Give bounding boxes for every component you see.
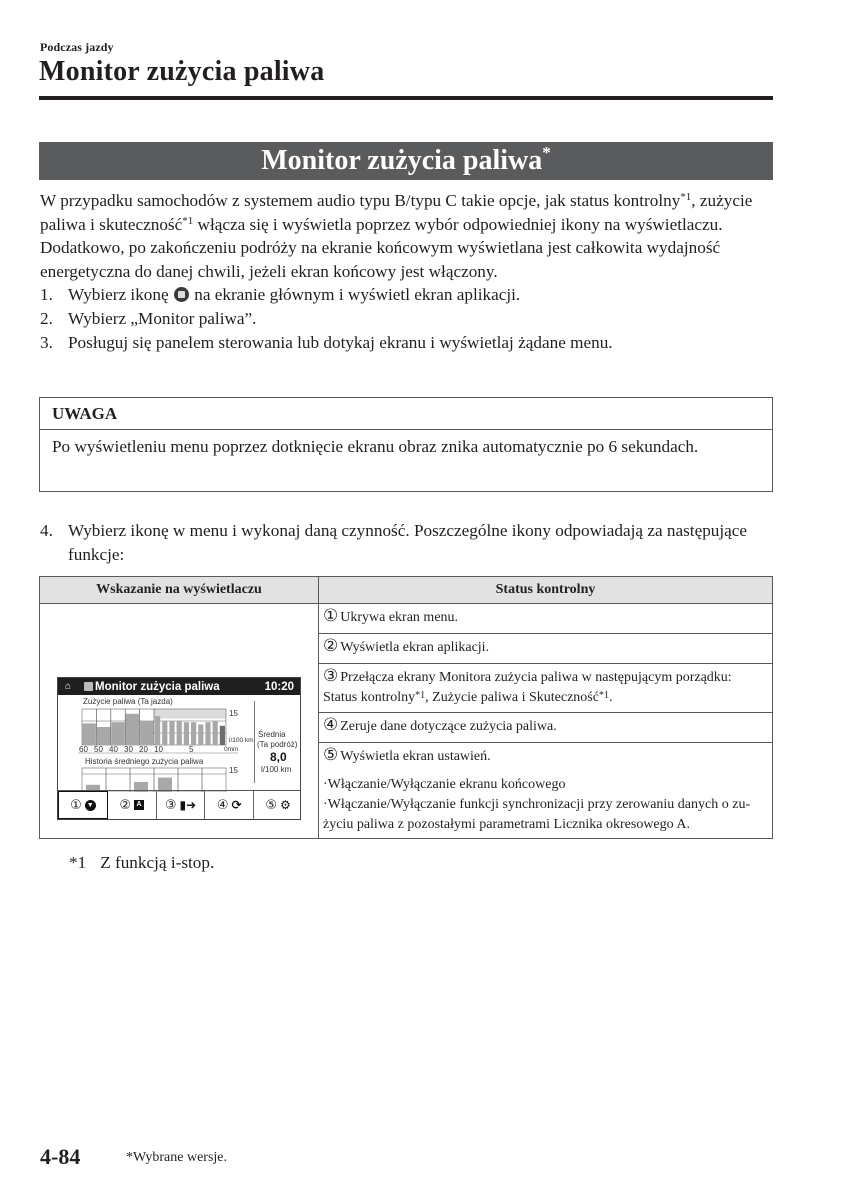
page-title: Monitor zużycia paliwa xyxy=(39,56,325,87)
table-row: ⑤ Wyświetla ekran ustawień. ·Włączanie/Wyłączanie ekranu końcowego ·Włączanie/Wyłączanie funkcji synchronizacji przy zerowaniu danych o zu-życiu paliwa z pozostałymi parametrami Licznika okresowego A. xyxy=(319,743,773,839)
x-tick: 40 xyxy=(109,745,118,754)
page-number: 4-84 xyxy=(40,1144,81,1169)
note-heading: UWAGA xyxy=(40,398,772,430)
reset-icon: ⟳ xyxy=(231,798,242,812)
bar xyxy=(140,721,153,745)
switch-screen-icon: ▮➜ xyxy=(179,798,197,812)
menu-reset-button[interactable]: ④ ⟳ xyxy=(205,791,254,819)
bar xyxy=(220,726,225,745)
fuel-monitor-screen xyxy=(57,677,301,820)
step-3: 3. Posługuj się panelem sterowania lub dotykaj ekranu i wyświetlaj żądane menu. xyxy=(40,332,613,352)
x-tick: 50 xyxy=(94,745,103,754)
list-item: ·Włączanie/Wyłączanie ekranu końcowego xyxy=(323,777,566,792)
footnote: *1 Z funkcją i-stop. xyxy=(69,853,215,872)
intro-text xyxy=(40,189,775,354)
menu-settings-button[interactable]: ⑤ ⚙ xyxy=(265,797,291,813)
banner-marker: * xyxy=(542,143,551,162)
chart1-title: Zużycie paliwa (Ta jazda) xyxy=(83,697,173,706)
bar xyxy=(184,722,189,745)
column-header-status: Status kontrolny xyxy=(319,577,773,604)
column-header-display: Wskazanie na wyświetlaczu xyxy=(40,577,319,604)
x-tick: 10 xyxy=(154,745,163,754)
screen-header xyxy=(58,678,300,695)
table-row: ② Wyświetla ekran aplikacji. xyxy=(319,634,773,664)
chart1-ymax-label: 15 xyxy=(229,709,238,718)
note-text: Po wyświetleniu menu poprzez dotknięcie ekranu obraz znika automatycznie po 6 sekundach. xyxy=(52,437,699,456)
bar xyxy=(155,716,160,745)
bar xyxy=(97,727,110,745)
table-row: ④ Zeruje dane dotyczące zużycia paliwa. xyxy=(319,713,773,743)
section-label: Podczas jazdy xyxy=(40,40,114,54)
applications-icon xyxy=(84,682,93,691)
x-tick: 5 xyxy=(189,745,194,754)
chevron-down-icon: ▼ xyxy=(85,800,96,811)
x-tick: 0min xyxy=(224,746,239,753)
footnote-ref: *1 xyxy=(182,214,194,227)
bar xyxy=(177,721,182,745)
applications-icon xyxy=(174,287,189,302)
bar xyxy=(126,714,139,745)
screen-clock: 10:20 xyxy=(264,680,294,693)
bar xyxy=(213,721,218,745)
screen-menu xyxy=(58,790,301,819)
banner-title: Monitor zużycia paliwa xyxy=(261,145,543,176)
table-row: ① Ukrywa ekran menu. xyxy=(319,604,773,634)
step-4: 4. Wybierz ikonę w menu i wykonaj daną czynność. Poszczególne ikony odpowiadają za następujące funkcje: xyxy=(40,521,748,564)
bar xyxy=(198,725,203,745)
bar xyxy=(169,721,174,745)
menu-switch-screen-button[interactable]: ③ ▮➜ xyxy=(157,791,206,819)
avg-value: 8,0 xyxy=(270,750,287,764)
settings-options-list xyxy=(323,775,768,835)
average-band xyxy=(154,709,226,719)
gear-icon: ⚙ xyxy=(280,798,291,812)
list-item: ·Włączanie/Wyłączanie funkcji synchronizacji przy zerowaniu danych o zu-życiu paliwa z pozostałymi parametrami Licznika okresowego A. xyxy=(323,797,751,832)
x-tick: 20 xyxy=(139,745,148,754)
footer-note: *Wybrane wersje. xyxy=(126,1150,228,1165)
step-1: 1. Wybierz ikonę na ekranie głównym i wyświetl ekran aplikacji. xyxy=(40,285,521,305)
screen-title: Monitor zużycia paliwa xyxy=(95,680,220,693)
avg-label-trip: (Ta podróż) xyxy=(257,740,298,749)
bar xyxy=(83,723,96,745)
x-tick: 60 xyxy=(79,745,88,754)
avg-label: Średnia xyxy=(258,730,286,739)
menu-hide-button[interactable]: ① ▼ xyxy=(58,791,108,819)
function-table xyxy=(39,576,773,839)
home-icon: ⌂ xyxy=(64,681,72,692)
step-2: 2. Wybierz „Monitor paliwa”. xyxy=(40,308,257,328)
bar xyxy=(111,722,124,745)
section-banner xyxy=(39,142,773,180)
bar xyxy=(162,721,167,745)
chart1-unit-label: l/100 km xyxy=(229,737,254,744)
note-box xyxy=(39,397,773,492)
x-tick: 30 xyxy=(124,745,133,754)
screen-divider xyxy=(254,701,255,783)
title-divider xyxy=(39,96,773,100)
bar xyxy=(205,722,210,745)
intro-paragraph-2: Dodatkowo, po zakończeniu podróży na ekranie końcowym wyświetlana jest całkowita wydajność energetyczna do danej chwili, jeżeli ekran końcowy jest włączony. xyxy=(40,238,721,281)
menu-applications-button[interactable]: ② A xyxy=(108,791,157,819)
intro-paragraph-1: W przypadku samochodów z systemem audio typu B/typu C takie opcje, jak status kontrolny$^{*1}$, zużycie paliwa i skuteczność$^{*1}$ włącza się i wyświetla poprzez wybór odpowiedniej ikony na wyświetlaczu. xyxy=(40,191,753,234)
table-row: ③ Przełącza ekrany Monitora zużycia paliwa w następującym porządku: Status kontrolny$^{*1}$, Zużycie paliwa i Skuteczność$^{*1}$. xyxy=(319,664,773,713)
display-illustration-cell xyxy=(40,604,319,839)
footnote-ref: *1 xyxy=(680,191,692,203)
chart2-ymax-label: 15 xyxy=(229,766,238,775)
avg-unit: l/100 km xyxy=(261,765,292,774)
applications-icon: A xyxy=(134,800,144,810)
chart2-title: Historia średniego zużycia paliwa xyxy=(85,757,204,766)
bar xyxy=(191,722,196,745)
